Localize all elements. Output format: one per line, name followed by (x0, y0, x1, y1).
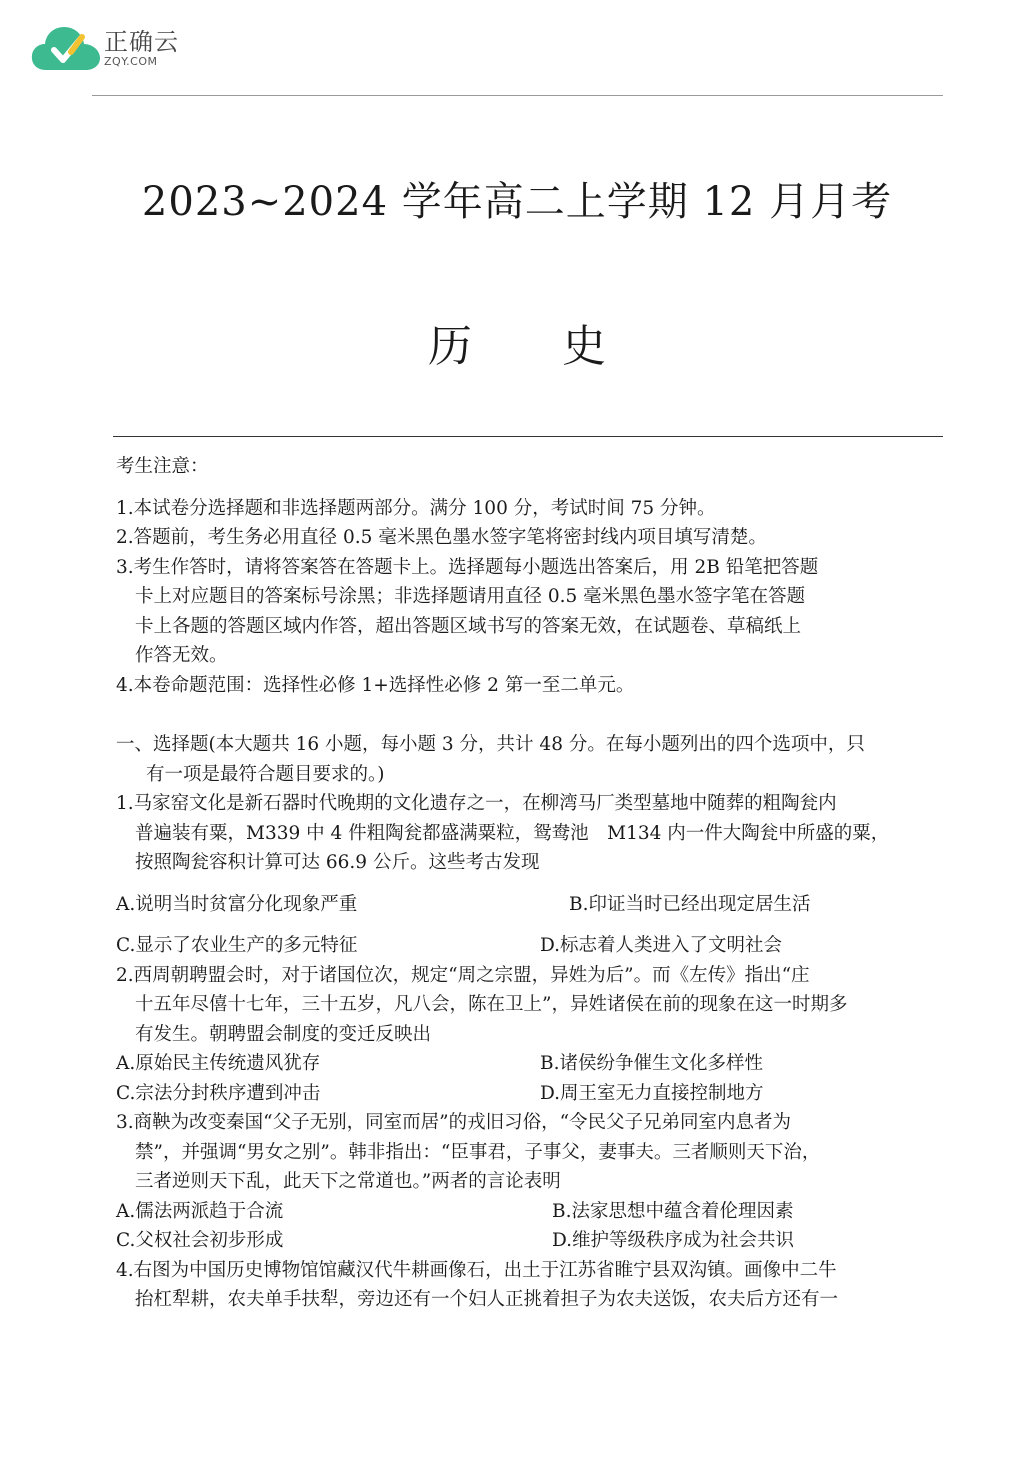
notice-item: 4.本卷命题范围：选择性必修 1+选择性必修 2 第一至二单元。 (116, 674, 635, 696)
question-4-stem: 4.右图为中国历史博物馆馆藏汉代牛耕画像石，出土于江苏省睢宁县双沟镇。画像中二牛 (116, 1259, 837, 1281)
exam-content (116, 452, 946, 1315)
title-divider (113, 436, 943, 437)
brand-text (104, 28, 179, 68)
question-1-stem: 1.马家窑文化是新石器时代晚期的文化遗存之一，在柳湾马厂类型墓地中随葬的粗陶瓮内 (116, 793, 837, 814)
option-d: D.周王室无力直接控制地方 (540, 1082, 764, 1104)
spacer (116, 878, 946, 890)
question-3-stem: 三者逆则天下乱，此天下之常道也。”两者的言论表明 (135, 1171, 561, 1192)
option-c: C.宗法分封秩序遭到冲击 (116, 1082, 321, 1104)
question-2-stem: 十五年尽僖十七年，三十五岁，凡八会，陈在卫上”，异姓诸侯在前的现象在这一时期多 (135, 994, 848, 1015)
question-3-stem: 3.商鞅为改变秦国“父子无别，同室而居”的戎旧习俗，“令民父子兄弟同室内息者为 (116, 1112, 792, 1133)
option-d: D.维护等级秩序成为社会共识 (552, 1230, 795, 1251)
notice-item-continued: 作答无效。 (135, 645, 228, 666)
option-a: A.说明当时贫富分化现象严重 (116, 893, 358, 915)
question-1-options-row (116, 931, 946, 961)
option-b: B.诸侯纷争催生文化多样性 (540, 1053, 763, 1074)
question-2-options-row (116, 1079, 946, 1109)
question-3-options-row (116, 1226, 946, 1256)
notice-item: 3.考生作答时，请将答案答在答题卡上。选择题每小题选出答案后，用 2B 铅笔把答题 (116, 556, 819, 578)
option-a: A.儒法两派趋于合流 (116, 1200, 284, 1222)
question-1-stem: 按照陶瓮容积计算可达 66.9 公斤。这些考古发现 (135, 852, 540, 873)
section-heading: 一、选择题(本大题共 16 小题，每小题 3 分，共计 48 分。在每小题列出的四个选项中，只 (116, 734, 865, 755)
notice-heading: 考生注意： (116, 456, 209, 477)
option-a: A.原始民主传统遗风犹存 (116, 1053, 321, 1074)
cloud-check-icon (30, 20, 104, 76)
notice-item-continued: 卡上对应题目的答案标号涂黑；非选择题请用直径 0.5 毫米黑色墨水签字笔在答题 (135, 586, 806, 607)
option-c: C.显示了农业生产的多元特征 (116, 935, 358, 956)
spacer (116, 919, 946, 931)
question-3-stem: 禁”，并强调“男女之别”。韩非指出：“臣事君，子事父，妻事夫。三者顺则天下治， (135, 1141, 821, 1163)
section-heading-continued: 有一项是最符合题目要求的。) (146, 763, 385, 785)
question-1-stem: 普遍装有粟，M339 中 4 件粗陶瓮都盛满粟粒，鸳鸯池 M134 内一件大陶瓮中所盛的粟， (135, 822, 890, 844)
spacer (116, 718, 946, 730)
spacer (116, 482, 946, 494)
option-b: B.法家思想中蕴含着伦理因素 (552, 1200, 794, 1222)
brand-name-en: ZQY.COM (104, 55, 158, 68)
notice-item: 1.本试卷分选择题和非选择题两部分。满分 100 分，考试时间 75 分钟。 (116, 497, 716, 519)
question-2-stem: 有发生。朝聘盟会制度的变迁反映出 (135, 1023, 432, 1045)
question-2-stem: 2.西周朝聘盟会时，对于诸国位次，规定“周之宗盟，异姓为后”。而《左传》指出“庄 (116, 964, 810, 986)
question-4-stem: 抬杠犁耕，农夫单手扶犁，旁边还有一个妇人正挑着担子为农夫送饭，农夫后方还有一 (135, 1289, 839, 1310)
question-3-options-row (116, 1197, 946, 1227)
header-divider (92, 95, 943, 96)
option-d: D.标志着人类进入了文明社会 (540, 935, 783, 956)
option-c: C.父权社会初步形成 (116, 1230, 284, 1251)
notice-item-continued: 卡上各题的答题区域内作答，超出答题区域书写的答案无效，在试题卷、草稿纸上 (135, 615, 802, 637)
question-2-options-row (116, 1049, 946, 1079)
notice-item: 2.答题前，考生务必用直径 0.5 毫米黑色墨水签字笔将密封线内项目填写清楚。 (116, 527, 767, 548)
option-b: B.印证当时已经出现定居生活 (569, 893, 811, 915)
question-1-options-row (116, 890, 946, 920)
spacer (116, 700, 946, 718)
brand-name-cn: 正确云 (104, 28, 179, 56)
exam-title: 2023~2024 学年高二上学期 12 月月考 (141, 179, 893, 225)
exam-subject: 历史 (428, 321, 696, 372)
